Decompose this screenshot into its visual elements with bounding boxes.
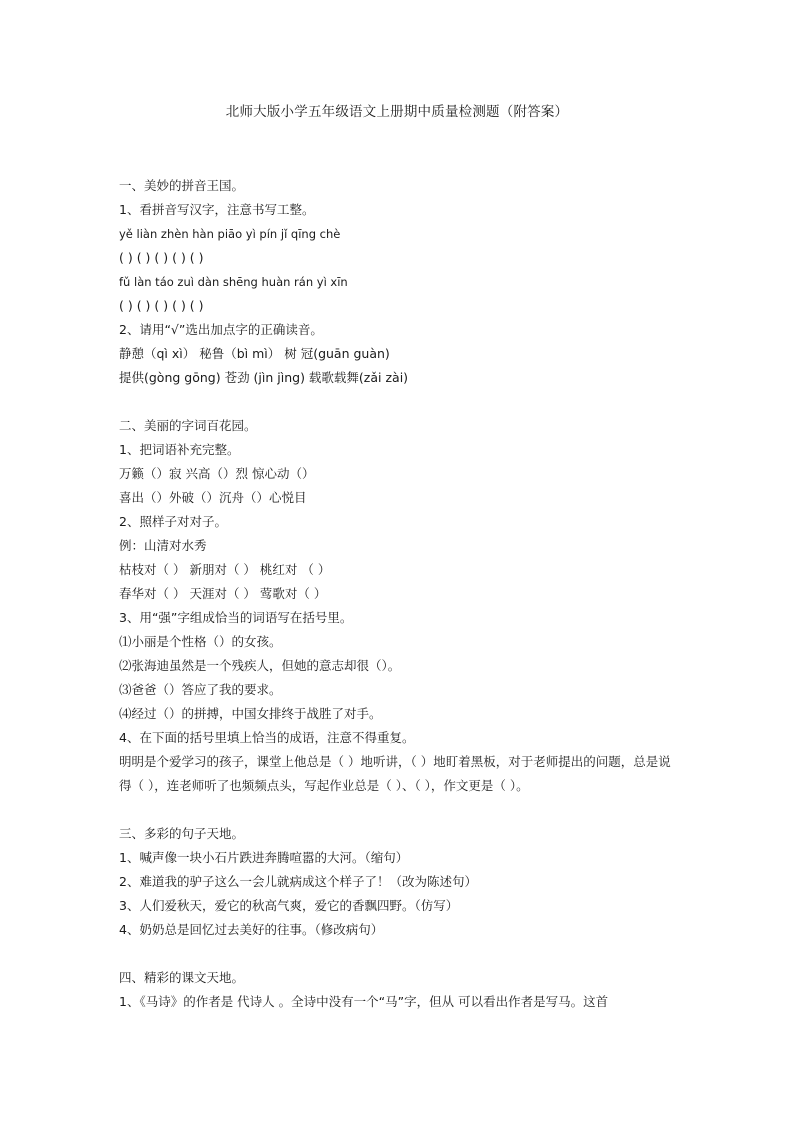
section-heading: 三、多彩的句子天地。: [119, 826, 245, 841]
question-text: 4、奶奶总是回忆过去美好的往事。（修改病句）: [119, 922, 384, 937]
question-text: 静憩（qì xì） 秘鲁（bì mì） 树 冠(guān guàn): [119, 346, 390, 361]
section-heading: 一、美妙的拼音王国。: [119, 178, 245, 193]
pinyin-row: yě liàn zhèn hàn piāo yì pín jǐ qīng chè: [119, 227, 341, 241]
question-text: 例：山清对水秀: [119, 538, 207, 553]
section-spacer: [119, 390, 679, 414]
section-texts: [119, 966, 679, 1014]
question-text: 喜出（）外破（）沉舟（）心悦目: [119, 490, 307, 505]
answer-blanks: ( ) ( ) ( ) ( ) ( ): [119, 250, 204, 265]
document-body: [119, 174, 679, 1014]
question-text: ⑵张海迪虽然是一个残疾人，但她的意志却很（）。: [119, 658, 401, 673]
answer-blanks: ( ) ( ) ( ) ( ) ( ): [119, 298, 204, 313]
question-text: 1、把词语补充完整。: [119, 442, 240, 457]
question-text: 1、看拼音写汉字，注意书写工整。: [119, 202, 315, 217]
section-heading: 二、美丽的字词百花园。: [119, 418, 257, 433]
section-spacer: [119, 798, 679, 822]
question-text: 1、喊声像一块小石片跌进奔腾喧嚣的大河。（缩句）: [119, 850, 409, 865]
question-text: 2、请用“√”选出加点字的正确读音。: [119, 322, 323, 337]
section-pinyin: [119, 174, 679, 390]
page-title: 北师大版小学五年级语文上册期中质量检测题（附答案）: [225, 104, 569, 120]
section-heading: 四、精彩的课文天地。: [119, 970, 245, 985]
question-text: ⑴小丽是个性格（）的女孩。: [119, 634, 282, 649]
section-words: [119, 414, 679, 798]
pinyin-row: fǔ làn táo zuì dàn shēng huàn rán yì xīn: [119, 275, 348, 289]
question-text: 提供(gòng gōng) 苍劲 (jìn jìng) 载歌载舞(zǎi zài): [119, 370, 409, 385]
question-text: 枯枝对（ ） 新朋对（ ） 桃红对 （ ）: [119, 562, 331, 577]
question-text: 1、《马诗》的作者是 代诗人 。全诗中没有一个“马”字，但从 可以看出作者是写马。这首: [119, 994, 609, 1009]
question-text: 万籁（）寂 兴高（）烈 惊心动（）: [119, 466, 315, 481]
section-spacer: [119, 942, 679, 966]
question-text: 3、用“强”字组成恰当的词语写在括号里。: [119, 610, 353, 625]
section-sentences: [119, 822, 679, 942]
question-text: ⑶爸爸（）答应了我的要求。: [119, 682, 282, 697]
question-text: 2、照样子对对子。: [119, 514, 227, 529]
question-text: 4、在下面的括号里填上恰当的成语，注意不得重复。: [119, 730, 415, 745]
question-text: ⑷经过（）的拼搏，中国女排终于战胜了对手。: [119, 706, 382, 721]
paragraph-question: 明明是个爱学习的孩子，课堂上他总是（ ）地听讲，（ ）地盯着黑板，对于老师提出的问题，总是说得（ ），连老师听了也频频点头，写起作业总是（ ）、（ ），作文更是（ ）。: [119, 754, 671, 793]
question-text: 春华对（ ） 天涯对（ ） 莺歌对（ ）: [119, 586, 327, 601]
question-text: 2、难道我的驴子这么一会儿就病成这个样子了！（改为陈述句）: [119, 874, 477, 889]
question-text: 3、人们爱秋天，爱它的秋高气爽，爱它的香飘四野。（仿写）: [119, 898, 459, 913]
